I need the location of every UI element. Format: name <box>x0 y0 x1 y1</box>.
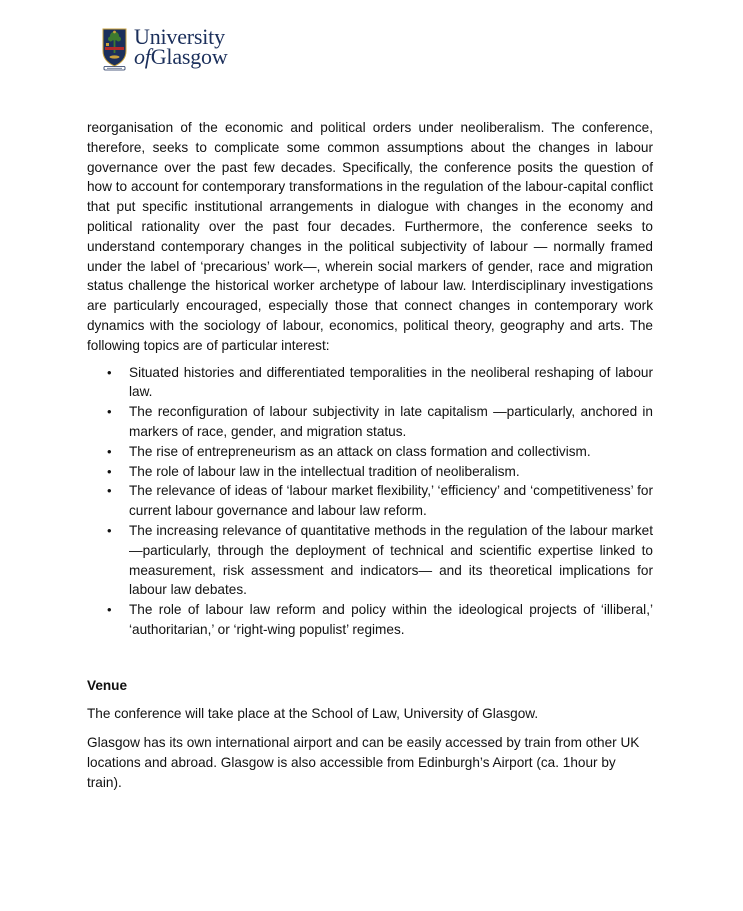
intro-paragraph: reorganisation of the economic and political orders under neoliberalism. The conference, therefore, seeks to complicate some common assumptions about the changes in labour governance over the past few decades. Specifically, the conference posits the question of how to account for contemporary transformations in the regulation of the labour-capital conflict that put specific institutional arrangements in dialogue with changes in the economy and political rationality over the past four decades. Furthermore, the conference seeks to understand contemporary changes in the political subjectivity of labour — normally framed under the label of ‘precarious’ work—, wherein social markers of gender, race and migration status challenge the historical worker archetype of labour law. Interdisciplinary investigations are particularly encouraged, especially those that connect changes in contemporary work dynamics with the sociology of labour, economics, political theory, geography and arts. The following topics are of particular interest: <box>87 120 653 353</box>
topic-text: The rise of entrepreneurism as an attack on class formation and collectivism. <box>129 443 591 459</box>
venue-paragraph-1: The conference will take place at the School of Law, University of Glasgow. <box>87 706 539 721</box>
bullet-icon: • <box>107 364 112 380</box>
bullet-icon: • <box>107 483 112 499</box>
topic-text: The role of labour law reform and policy within the ideological projects of ‘illiberal,’ ‘authoritarian,’ or ‘right-wing populist’ regimes. <box>129 602 653 637</box>
list-item <box>87 402 653 442</box>
list-item <box>87 521 653 600</box>
list-item <box>87 600 653 640</box>
university-logo <box>101 24 228 71</box>
topic-text: The relevance of ideas of ‘labour market flexibility,’ ‘efficiency’ and ‘competitiveness’ for current labour governance and labour law reform. <box>129 483 653 519</box>
main-content <box>87 118 653 640</box>
wordmark-of: of <box>134 44 151 69</box>
bullet-icon: • <box>107 522 112 538</box>
bullet-icon: • <box>107 463 112 479</box>
bullet-icon: • <box>107 404 112 420</box>
wordmark-line1: University <box>134 24 225 49</box>
wordmark-glasgow: Glasgow <box>150 44 228 69</box>
list-item <box>87 363 653 403</box>
list-item <box>87 481 653 521</box>
venue-paragraph-2: Glasgow has its own international airport and can be easily accessed by train from other UK locations and abroad. Glasgow is also accessible from Edinburgh’s Airport (ca. 1hour by train). <box>87 735 640 790</box>
bullet-icon: • <box>107 602 112 618</box>
topic-text: The increasing relevance of quantitative methods in the regulation of the labour market —particularly, through the deployment of technical and scientific expertise linked to measurement, risk assessment and indicators— and its theoretical implications for labour law debates. <box>129 522 653 598</box>
topic-text: The role of labour law in the intellectual tradition of neoliberalism. <box>129 463 520 479</box>
venue-heading: Venue <box>87 678 128 693</box>
topics-list <box>87 363 653 640</box>
bullet-icon: • <box>107 443 112 459</box>
wordmark-line2 <box>134 44 228 69</box>
topic-text: The reconfiguration of labour subjectivity in late capitalism —particularly, anchored in markers of race, gender, and migration status. <box>129 404 653 439</box>
topic-text: Situated histories and differentiated temporalities in the neoliberal reshaping of labour law. <box>129 364 653 400</box>
list-item <box>87 442 653 462</box>
list-item <box>87 462 653 482</box>
university-wordmark <box>134 24 228 69</box>
university-crest-icon <box>101 27 128 71</box>
